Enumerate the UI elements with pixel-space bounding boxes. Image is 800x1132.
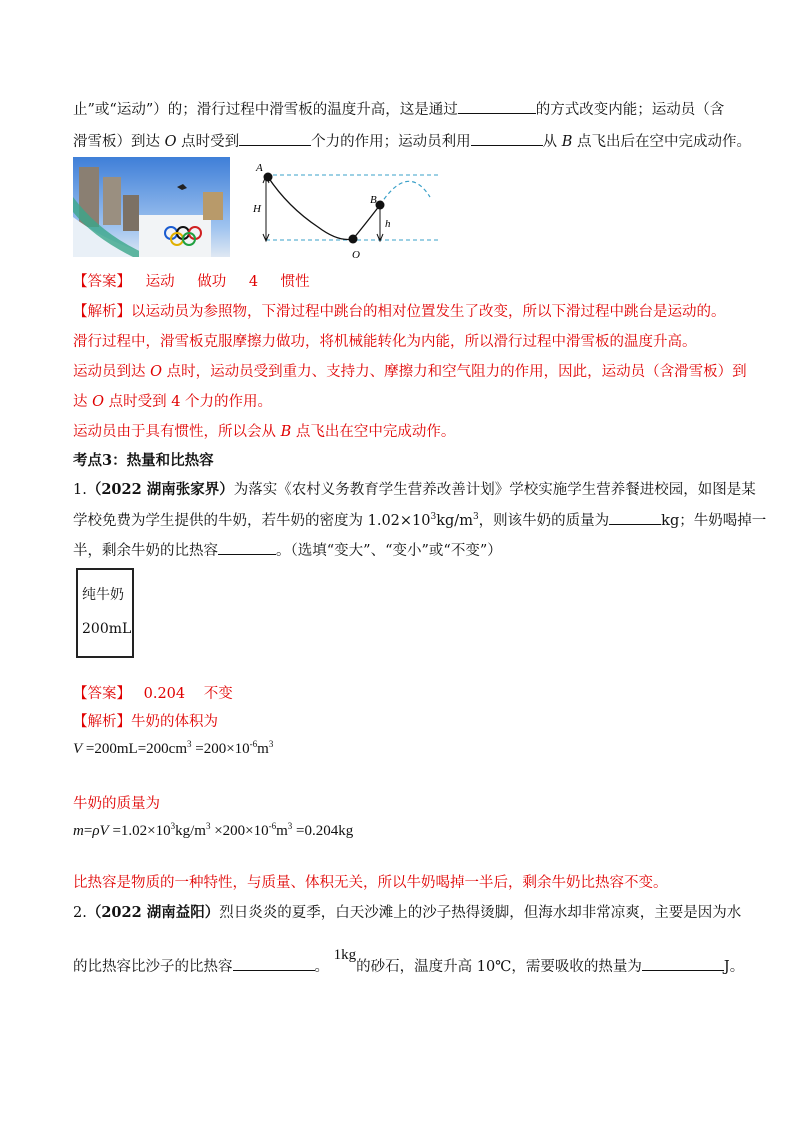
analysis-tag: 【解析】 — [73, 304, 131, 320]
text: =1.02×10 — [108, 823, 171, 839]
text: ，则该牛奶的质量为 — [478, 513, 610, 529]
text: kg；牛奶喝掉一 — [661, 513, 767, 529]
text: 半，剩余牛奶的比热容 — [73, 543, 218, 559]
q1-analysis-1 — [73, 712, 218, 732]
point-label: O — [164, 134, 177, 150]
text: 止”或“运动”）的；滑行过程中滑雪板的温度升高，这是通过 — [73, 102, 458, 118]
text: 。 — [314, 959, 329, 975]
q-prev-analysis-3 — [73, 362, 747, 382]
text: 比热容是物质的一种特性，与质量、体积无关，所以牛奶喝掉一半后，剩余牛奶比热容不变。 — [73, 875, 668, 891]
superscript: 3 — [472, 512, 479, 522]
text: 点时受到 4 个力的作用。 — [108, 394, 273, 410]
q1-equation-volume — [73, 741, 273, 758]
text: 从 — [542, 134, 558, 150]
text: 以运动员为参照物，下滑过程中跳台的相对位置发生了改变，所以下滑过程中跳台是运动的。 — [131, 304, 726, 320]
variable: V — [73, 741, 83, 757]
q-prev-analysis-5 — [73, 422, 455, 442]
milk-volume: 200mL — [82, 621, 132, 637]
text: 的方式改变内能；运动员（含 — [535, 102, 725, 118]
superscript: 3 — [268, 739, 274, 749]
q2-line-1 — [73, 903, 741, 923]
q-prev-line-1 — [73, 99, 724, 120]
text: 。（选填“变大”、“变小”或“不变”） — [276, 543, 502, 559]
analysis-tag: 【解析】 — [73, 714, 131, 730]
q-prev-answer — [73, 272, 310, 292]
q1-line-1 — [73, 480, 756, 500]
label-B: B — [370, 194, 377, 206]
answer-tag: 【答案】 — [73, 686, 131, 702]
mass-value: 1kg — [333, 947, 357, 963]
q-prev-analysis-1 — [73, 302, 726, 322]
text: 个力的作用；运动员利用 — [311, 134, 471, 150]
point-label: B — [561, 134, 573, 150]
superscript: 3 — [287, 821, 293, 831]
ski-jump-photo — [73, 157, 230, 257]
q1-line-3 — [73, 540, 502, 561]
text: kg/m — [436, 513, 473, 529]
label-A: A — [256, 162, 263, 174]
trajectory-diagram — [248, 157, 443, 262]
text: =0.204kg — [292, 823, 354, 839]
label-O: O — [352, 249, 360, 261]
q1-analysis-2 — [73, 794, 160, 814]
q1-line-2 — [73, 510, 766, 531]
text: 的比热容比沙子的比热容 — [73, 959, 233, 975]
answer-blank — [609, 510, 661, 525]
text: 学校免费为学生提供的牛奶，若牛奶的密度为 1.02×10 — [73, 513, 431, 529]
milk-carton-figure — [76, 568, 134, 658]
q2-line-2 — [73, 947, 745, 977]
superscript: 3 — [205, 821, 211, 831]
answer-blank — [239, 131, 311, 146]
point-label: B — [280, 424, 292, 440]
superscript: -6 — [249, 739, 258, 749]
text: 点时，运动员受到重力、支持力、摩擦力和空气阻力的作用，因此，运动员（含滑雪板）到 — [166, 364, 747, 380]
q-prev-line-2 — [73, 131, 751, 152]
text: 运动员由于具有惯性，所以会从 — [73, 424, 276, 440]
text: =200×10 — [191, 741, 250, 757]
answer-blank — [233, 956, 315, 971]
answer-value: 运动 — [145, 274, 175, 290]
text: 达 — [73, 394, 88, 410]
answer-tag: 【答案】 — [73, 274, 131, 290]
question-number: 2. — [73, 905, 87, 921]
answer-value: 惯性 — [280, 274, 310, 290]
variable: m — [73, 823, 84, 839]
text: 运动员到达 — [73, 364, 146, 380]
milk-label: 纯牛奶 — [82, 587, 124, 603]
text: 点飞出在空中完成动作。 — [295, 424, 456, 440]
answer-value: 4 — [248, 274, 259, 290]
q-prev-analysis-2 — [73, 332, 697, 352]
text: 点时受到 — [181, 134, 240, 150]
text: 为落实《农村义务教育学生营养改善计划》学校实施学生营养餐进校园，如图是某 — [233, 482, 756, 498]
text: =200mL=200cm — [82, 741, 187, 757]
point-label: O — [150, 364, 162, 380]
label-H: H — [253, 203, 261, 215]
text: 点飞出后在空中完成动作。 — [576, 134, 751, 150]
text: 的砂石，温度升高 10℃，需要吸收的热量为 — [356, 959, 642, 975]
text: kg/m — [175, 823, 206, 839]
q1-equation-mass — [73, 823, 353, 840]
text: 滑行过程中，滑雪板克服摩擦力做功，将机械能转化为内能，所以滑行过程中滑雪板的温度升高。 — [73, 334, 697, 350]
text: m — [276, 823, 288, 839]
question-source: （2022 湖南益阳） — [86, 904, 220, 921]
q1-answer — [73, 684, 233, 704]
text: ×200×10 — [210, 823, 269, 839]
text: m — [257, 741, 269, 757]
q-prev-analysis-4 — [73, 392, 272, 412]
text: 牛奶的体积为 — [131, 714, 218, 730]
answer-value: 0.204 — [143, 686, 186, 702]
point-label: O — [92, 394, 104, 410]
answer-blank — [471, 131, 543, 146]
question-source: （2022 湖南张家界） — [86, 481, 234, 498]
text: = — [83, 823, 93, 839]
answer-blank — [458, 99, 536, 114]
text: 牛奶的质量为 — [73, 796, 160, 812]
section-title: 考点3：热量和比热容 — [73, 452, 214, 469]
q1-analysis-3 — [73, 873, 668, 893]
text: 烈日炎炎的夏季，白天沙滩上的沙子热得烫脚，但海水却非常凉爽，主要是因为水 — [219, 905, 742, 921]
variable: ρV — [92, 823, 109, 839]
answer-blank — [218, 540, 276, 555]
question-number: 1. — [73, 482, 87, 498]
answer-value: 不变 — [203, 686, 233, 702]
superscript: 3 — [187, 739, 192, 749]
text: J。 — [723, 959, 745, 975]
superscript: -6 — [268, 821, 277, 831]
text: 滑雪板）到达 — [73, 134, 160, 150]
answer-value: 做功 — [197, 274, 227, 290]
superscript: 3 — [430, 512, 437, 522]
label-h: h — [385, 218, 391, 230]
superscript: 3 — [170, 821, 176, 831]
answer-blank — [642, 956, 724, 971]
